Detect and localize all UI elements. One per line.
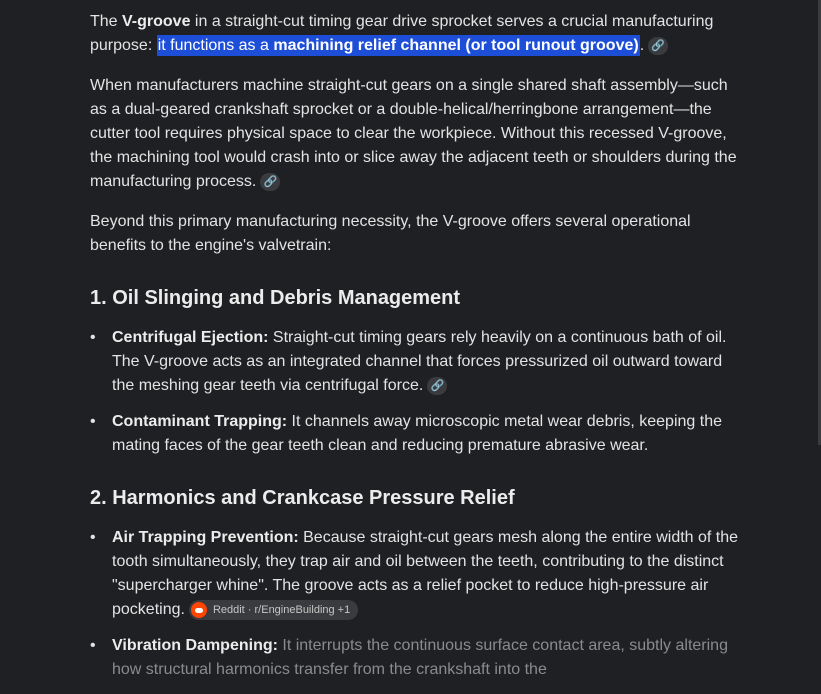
benefits-intro-paragraph: Beyond this primary manufacturing necessity, the V-groove offers several operational benefits to the engine's valvetrain: — [90, 213, 691, 254]
section-heading-oil: 1. Oil Slinging and Debris Management — [90, 287, 461, 309]
list-item: • Centrifugal Ejection: Straight-cut timing gears rely heavily on a continuous bath of oil. The V-groove acts as an integrated channel that forces pressurized oil outward toward the meshing gear teeth via centrifugal force. 🔗 — [112, 326, 740, 398]
list-item: • Air Trapping Prevention: Because straight-cut gears mesh along the entire width of the tooth simultaneously, they trap air and oil between the teeth, contributing to the distinct "supercharger whine". The groove acts as a relief pocket to reduce high-pressure air pocketing. Reddit · r/EngineBuilding +1 — [112, 526, 740, 622]
citation-link-icon[interactable]: 🔗 — [427, 377, 447, 395]
section-heading-harmonics: 2. Harmonics and Crankcase Pressure Relief — [90, 487, 515, 509]
citation-link-icon[interactable]: 🔗 — [260, 173, 280, 191]
source-chip[interactable]: Reddit · r/EngineBuilding +1 — [189, 600, 358, 620]
manufacturing-paragraph: When manufacturers machine straight-cut gears on a single shared shaft assembly—such as a dual-geared crankshaft sprocket or a double-helical/herringbone arrangement—the cutter tool requires physical space to clear the workpiece. Without this recessed V-groove, the machining tool would crash into or slice away the adjacent teeth or shoulders during the manufacturing process. 🔗 — [90, 77, 737, 190]
oil-benefits-list — [90, 326, 740, 458]
intro-paragraph: The V-groove in a straight-cut timing gear drive sprocket serves a crucial manufacturing purpose: it functions as a machining relief channel (or tool runout groove). 🔗 — [90, 13, 714, 54]
highlighted-text: it functions as a machining relief channel (or tool runout groove) — [157, 37, 639, 54]
response-content — [90, 10, 740, 694]
reddit-icon — [191, 602, 207, 618]
harmonics-benefits-list — [90, 526, 740, 682]
list-item: • Contaminant Trapping: It channels away microscopic metal wear debris, keeping the mating faces of the gear teeth clean and reducing premature abrasive wear. — [112, 410, 740, 458]
list-item: • Vibration Dampening: It interrupts the continuous surface contact area, subtly altering how structural harmonics transfer from the crankshaft into the — [112, 634, 740, 682]
citation-link-icon[interactable]: 🔗 — [648, 37, 668, 55]
